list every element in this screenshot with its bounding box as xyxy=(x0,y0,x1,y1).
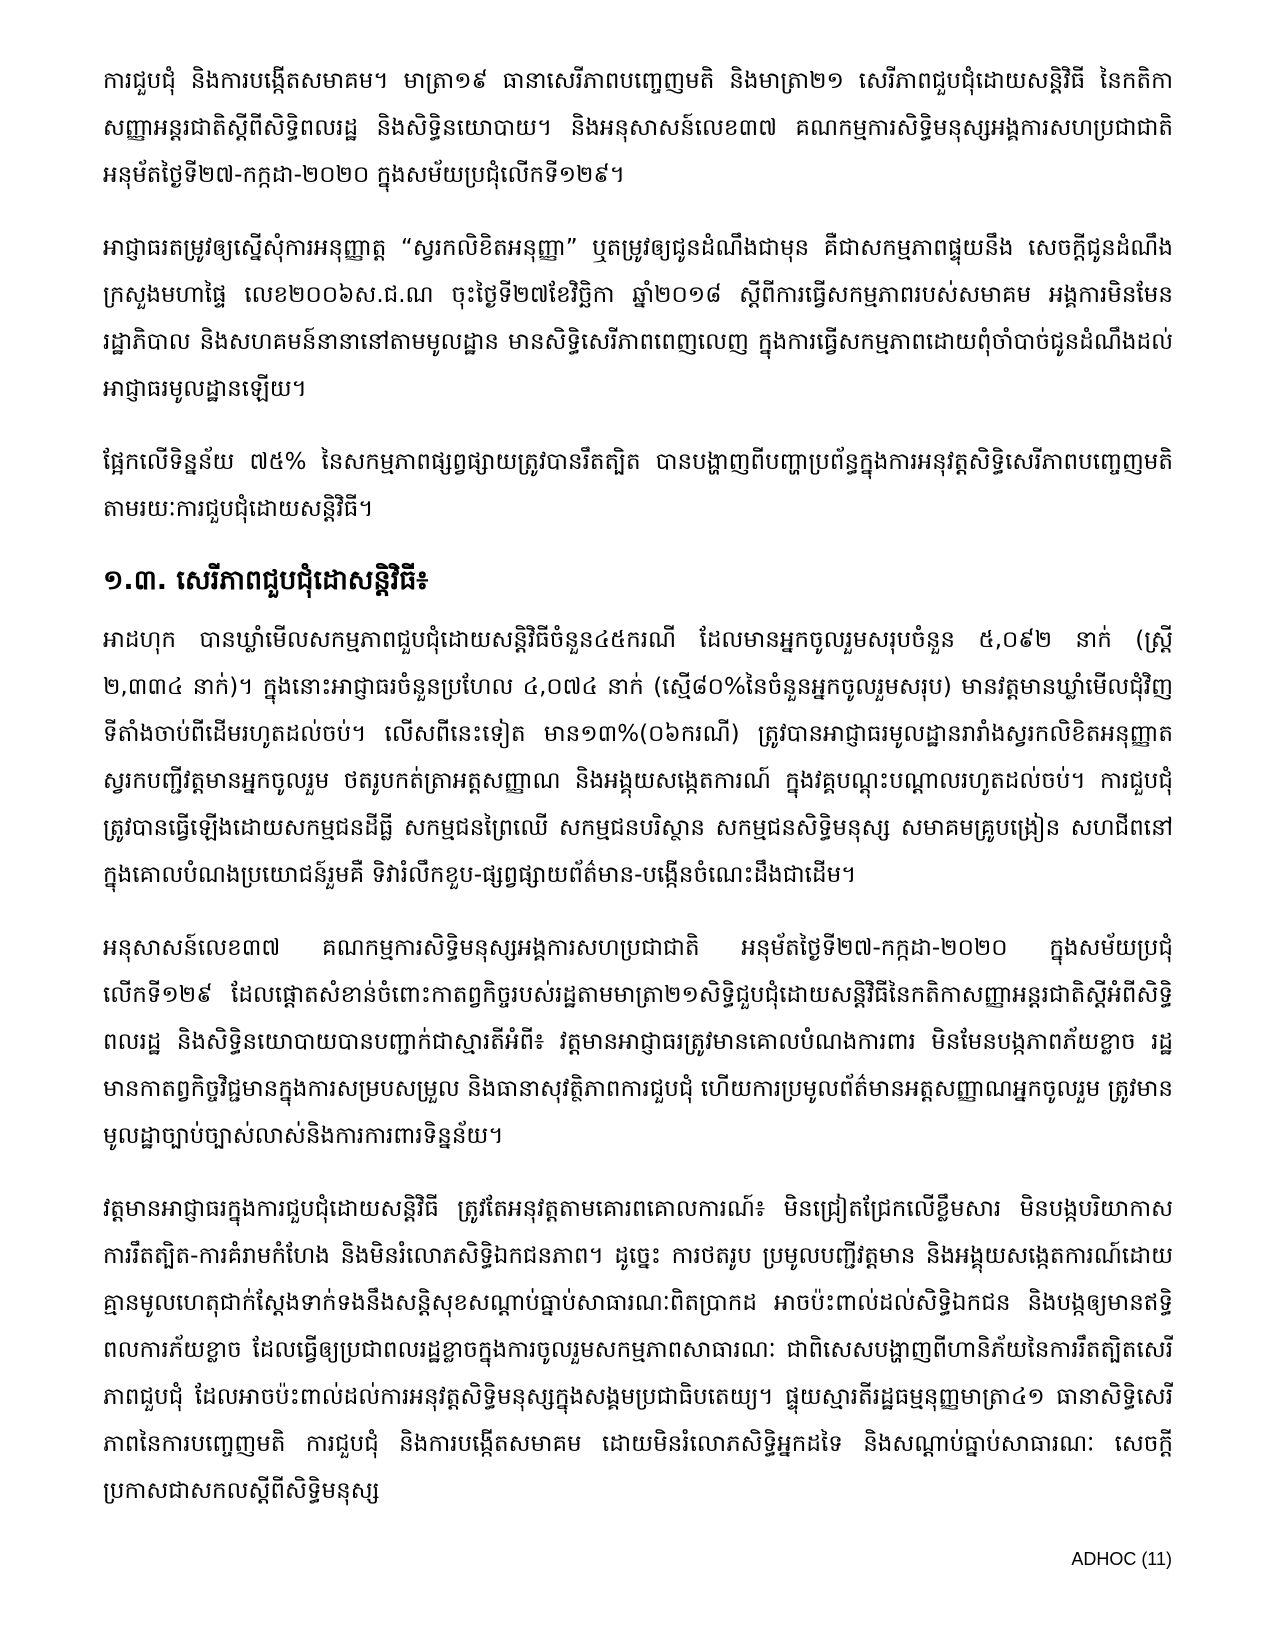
paragraph-6: វត្តមានអាជ្ញាធរក្នុងការជួបជុំដោយសន្តិវិធី ត្រូវតែអនុវត្តតាមគោរពគោលការណ៍៖ មិនជ្រៀតជ្រែកលើខ្លឹមសារ មិនបង្កបរិយាកាស ការរឹតត្បិត-ការគំរាមកំហែង និងមិនរំលោភសិទ្ធិឯកជនភាព។ ដូច្នេះ ការថតរូប ប្រមូលបញ្ជីវត្តមាន និងអង្គុយសង្កេតការណ៍ដោយគ្មានមូលហេតុជាក់ស្តែងទាក់ទងនឹងសន្តិសុខសណ្តាប់ធ្នាប់សាធារណៈពិតប្រាកដ អាចប៉ះពាល់ដល់សិទ្ធិឯកជន និងបង្កឲ្យមានឥទ្ធិពលការភ័យខ្លាច ដែលធ្វើឲ្យប្រជាពលរដ្ឋខ្លាចក្នុងការចូលរួមសកម្មភាពសាធារណៈ ជាពិសេសបង្ហាញពីហានិភ័យនៃការរឹតត្បិតសេរីភាពជួបជុំ ដែលអាចប៉ះពាល់ដល់ការអនុវត្តសិទ្ធិមនុស្សក្នុងសង្គមប្រជាធិបតេយ្យ។ ផ្ទុយស្មារតីរដ្ឋធម្មនុញ្ញមាត្រា៤១ ធានាសិទ្ធិសេរីភាពនៃការបញ្ចេញមតិ ការជួបជុំ និងការបង្កើតសមាគម ដោយមិនរំលោភសិទ្ធិអ្នកដទៃ និងសណ្តាប់ធ្នាប់សាធារណៈ សេចក្តីប្រកាសជាសកលស្តីពីសិទ្ធិមនុស្ស xyxy=(103,1196,1173,1504)
section-heading: ១.៣. សេរីភាពជួបជុំដោសន្តិវិធី៖ xyxy=(103,565,429,596)
paragraph-5: អនុសាសន៍លេខ៣៧ គណកម្មការសិទ្ធិមនុស្សអង្គការសហប្រជាជាតិ អនុម័តថ្ងៃទី២៧-កក្កដា-២០២០ ក្នុងសម័យប្រជុំលើកទី១២៩ ដែលផ្តោតសំខាន់ចំពោះកាតព្វកិច្ចរបស់រដ្ឋតាមមាត្រា២១សិទ្ធិជួបជុំដោយសន្តិវិធីនៃកតិកាសញ្ញាអន្តរជាតិស្តីអំពីសិទ្ធិពលរដ្ឋ និងសិទ្ធិនយោបាយបានបញ្ជាក់ជាស្មារតីអំពី៖ វត្តមានអាជ្ញាធរត្រូវមានគោលបំណងការពារ មិនមែនបង្កភាពភ័យខ្លាច រដ្ឋមានកាតព្វកិច្ចវិជ្ជមានក្នុងការសម្របសម្រួល និងធានាសុវត្ថិភាពការជួបជុំ ហើយការប្រមូលព័ត៌មានអត្តសញ្ញាណអ្នកចូលរួម ត្រូវមានមូលដ្ឋាច្បាប់ច្បាស់លាស់និងការការពារទិន្នន័យ។ xyxy=(103,935,1173,1149)
page-footer: ADHOC (11) xyxy=(1071,1549,1172,1569)
paragraph-4: អាដហុក បានឃ្លាំមើលសកម្មភាពជួបជុំដោយសន្តិវិធីចំនួន៤៥ករណី ដែលមានអ្នកចូលរួមសរុបចំនួន ៥,០៩២ នាក់ (ស្ត្រី ២,៣៣៤ នាក់)។ ក្នុងនោះអាជ្ញាធរចំនួនប្រហែល ៤,០៧៤ នាក់ (ស្មើ៨០%នៃចំនួនអ្នកចូលរួមសរុប) មានវត្តមានឃ្លាំមើលជុំវិញទីតាំងចាប់ពីដើមរហូតដល់ចប់។ លើសពីនេះទៀត មាន១៣%(០៦ករណី) ត្រូវបានអាជ្ញាធរមូលដ្ឋានរារាំងស្វរកលិខិតអនុញ្ញាត ស្វរកបញ្ជីវត្តមានអ្នកចូលរួម ថតរូបកត់ត្រាអត្តសញ្ញាណ និងអង្គុយសង្កេតការណ៍ ក្នុងវគ្គបណ្តុះបណ្តាលរហូតដល់ចប់។ ការជួបជុំត្រូវបានធ្វើឡើងដោយសកម្មជនដីធ្លី សកម្មជនព្រៃឈើ សកម្មជនបរិស្ថាន សកម្មជនសិទ្ធិមនុស្ស សមាគមគ្រូបង្រៀន សហជីពនៅក្នុងគោលបំណងប្រយោជន៍រួមគឺ ទិវារំលឹកខួប-ផ្សព្វផ្សាយព័ត៌មាន-បង្កើនចំណេះដឹងជាដើម។ xyxy=(103,627,1173,888)
paragraph-2: អាជ្ញាធរតម្រូវឲ្យស្នើសុំការអនុញ្ញាត្ត “ស្វរកលិខិតអនុញ្ញា” ឬតម្រូវឲ្យជូនដំណឹងជាមុន គឺជាសកម្មភាពផ្ទុយនឹង សេចក្តីជូនដំណឹងក្រសួងមហាផ្ទៃ លេខ២០០៦ស.ជ.ណ ចុះថ្ងៃទី២៧ខែវិច្ឆិកា ឆ្នាំ២០១៨ ស្តីពីការធ្វើសកម្មភាពរបស់សមាគម អង្គការមិនមែនរដ្ឋាភិបាល និងសហគមន៍នានានៅតាមមូលដ្ឋាន មានសិទ្ធិសេរីភាពពេញលេញ ក្នុងការធ្វើសកម្មភាពដោយពុំចាំបាច់ជូនដំណឹងដល់អាជ្ញាធរមូលដ្ឋានឡើយ។ xyxy=(103,235,1173,402)
document-body xyxy=(103,58,1173,1541)
paragraph-1: ការជួបជុំ និងការបង្កើតសមាគម។ មាត្រា១៩ ធានាសេរីភាពបញ្ចេញមតិ និងមាត្រា២១ សេរីភាពជួបជុំដោយសន្តិវិធី នៃកតិកាសញ្ញាអន្តរជាតិស្តីពីសិទ្ធិពលរដ្ឋ និងសិទ្ធិនយោបាយ។ និងអនុសាសន៍លេខ៣៧ គណកម្មការសិទ្ធិមនុស្សអង្គការសហប្រជាជាតិ អនុម័តថ្ងៃទី២៧-កក្កដា-២០២០ ក្នុងសម័យប្រជុំលើកទី១២៩។ xyxy=(103,68,1173,188)
paragraph-3: ផ្អែកលើទិន្នន័យ ៧៥% នៃសកម្មភាពផ្សព្វផ្សាយត្រូវបានរឹតត្បិត បានបង្ហាញពីបញ្ហាប្រព័ន្ធក្នុងការអនុវត្តសិទ្ធិសេរីភាពបញ្ចេញមតិតាមរយៈការជួបជុំដោយសន្តិវិធី។ xyxy=(103,449,1173,522)
